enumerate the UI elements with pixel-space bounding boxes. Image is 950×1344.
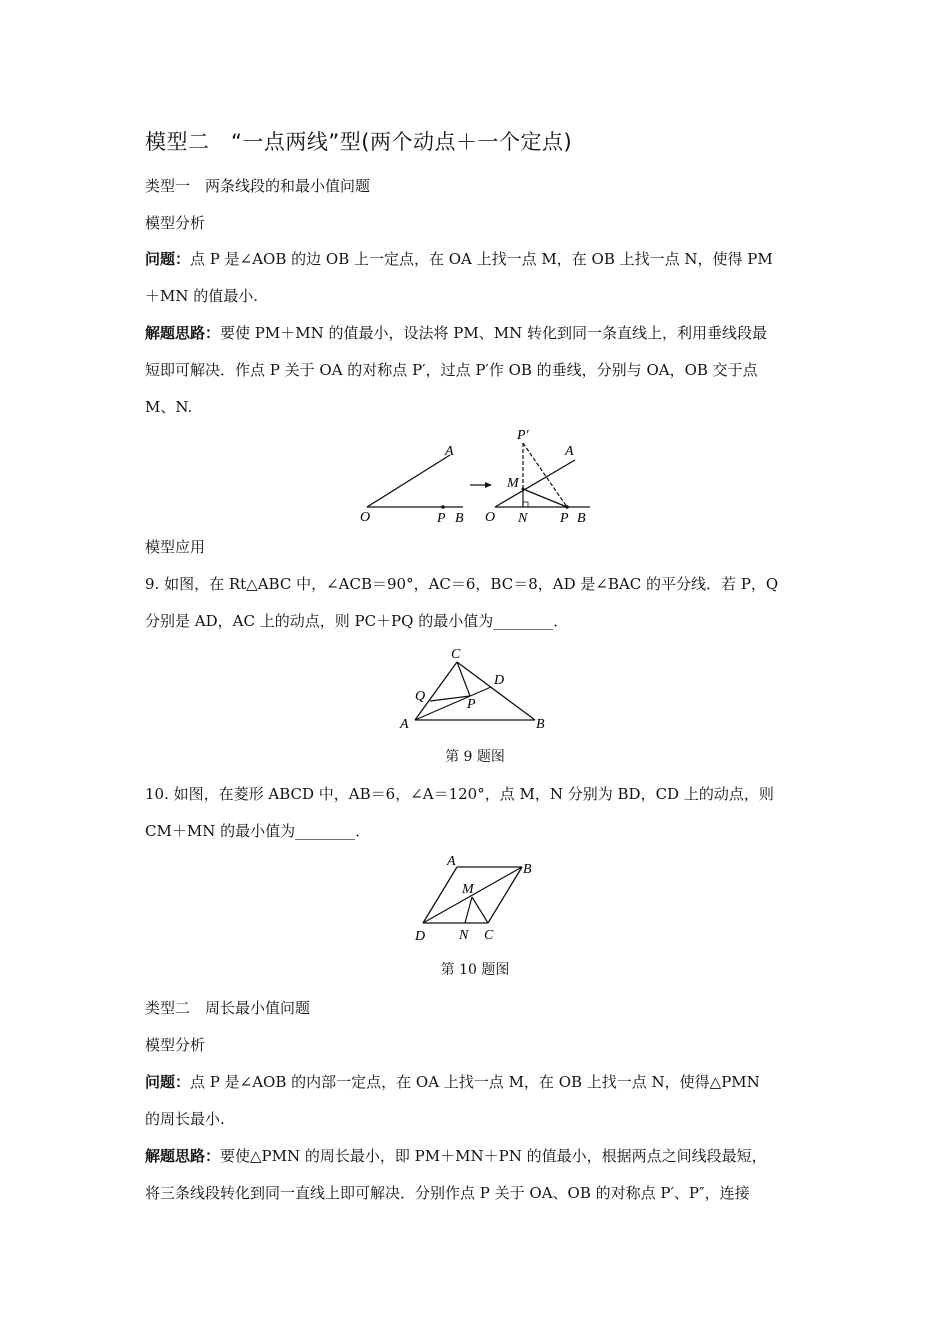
q9-caption: 第 9 题图 — [445, 749, 505, 765]
section2-problem-line1: 问题：点 P 是∠AOB 的内部一定点，在 OA 上找一点 M，在 OB 上找一点 N，使得△PMN — [145, 1073, 760, 1091]
section2-solution-line2: 将三条线段转化到同一直线上即可解决．分别作点 P 关于 OA、OB 的对称点 P′、P″，连接 — [145, 1184, 750, 1202]
section2-problem-line2: 的周长最小. — [145, 1110, 225, 1128]
q10-line2: CM＋MN 的最小值为________． — [145, 822, 371, 840]
section1-solution-line2: 短即可解决．作点 P 关于 OA 的对称点 P′，过点 P′作 OB 的垂线，分别与 OA，OB 交于点 — [145, 361, 758, 379]
section1-solution-line3: M、N. — [145, 398, 193, 416]
svg-text:P′: P′ — [517, 428, 529, 443]
svg-text:B: B — [536, 717, 545, 730]
q9-line2: 分别是 AD，AC 上的动点，则 PC＋PQ 的最小值为________． — [145, 612, 569, 630]
q10-line1: 10. 如图，在菱形 ABCD 中，AB＝6，∠A＝120°，点 M，N 分别为 BD，CD 上的动点，则 — [145, 785, 774, 803]
svg-text:B: B — [523, 862, 532, 877]
svg-text:B: B — [455, 511, 464, 525]
svg-text:A: A — [565, 444, 574, 459]
svg-text:D: D — [494, 673, 505, 688]
section2-heading: 类型二 周长最小值问题 — [145, 999, 311, 1017]
section1-solution-line1 — [145, 322, 767, 343]
svg-text:C: C — [451, 647, 461, 662]
svg-text:C: C — [484, 928, 494, 943]
svg-text:B: B — [577, 511, 586, 525]
application-heading: 模型应用 — [145, 538, 206, 556]
svg-text:D: D — [415, 929, 426, 943]
section1-problem-line2: ＋MN 的值最小. — [145, 287, 259, 305]
q9-line1: 9. 如图，在 Rt△ABC 中，∠ACB＝90°，AC＝6，BC＝8，AD 是∠BAC 的平分线．若 P，Q — [145, 575, 779, 593]
section2-analysis-heading: 模型分析 — [145, 1036, 206, 1054]
section1-heading: 类型一 两条线段的和最小值问题 — [145, 177, 371, 195]
svg-text:M: M — [507, 476, 519, 491]
svg-text:P: P — [560, 511, 569, 525]
svg-text:O: O — [360, 510, 371, 525]
label-A: A — [445, 444, 454, 459]
page-title: 模型二 “一点两线”型(两个动点＋一个定点) — [145, 130, 573, 154]
svg-text:P: P — [437, 511, 446, 525]
solution-lead: 解题思路： — [145, 324, 221, 342]
svg-text:P: P — [467, 697, 476, 712]
q9-figure — [395, 645, 555, 730]
svg-text:A: A — [447, 854, 456, 869]
svg-text:A: A — [400, 717, 409, 730]
svg-text:N: N — [459, 928, 469, 943]
section2-solution-line1: 解题思路：要使△PMN 的周长最小，即 PM＋MN＋PN 的值最小，根据两点之间线段最短， — [145, 1147, 767, 1165]
section1-analysis-heading: 模型分析 — [145, 214, 206, 232]
svg-text:Q: Q — [415, 689, 426, 704]
svg-text:N: N — [518, 511, 528, 525]
problem-lead: 问题： — [145, 250, 191, 268]
model-figure — [355, 425, 605, 525]
q10-figure — [405, 853, 545, 943]
problem-text: 点 P 是∠AOB 的边 OB 上一定点，在 OA 上找一点 M，在 OB 上找一点 N，使得 PM — [190, 250, 773, 268]
q10-caption: 第 10 题图 — [440, 962, 510, 978]
svg-text:O: O — [485, 510, 496, 525]
svg-text:M: M — [462, 882, 474, 897]
solution-text: 要使 PM＋MN 的值最小，设法将 PM、MN 转化到同一条直线上，利用垂线段最 — [220, 324, 767, 342]
section1-problem-line1 — [145, 248, 773, 269]
